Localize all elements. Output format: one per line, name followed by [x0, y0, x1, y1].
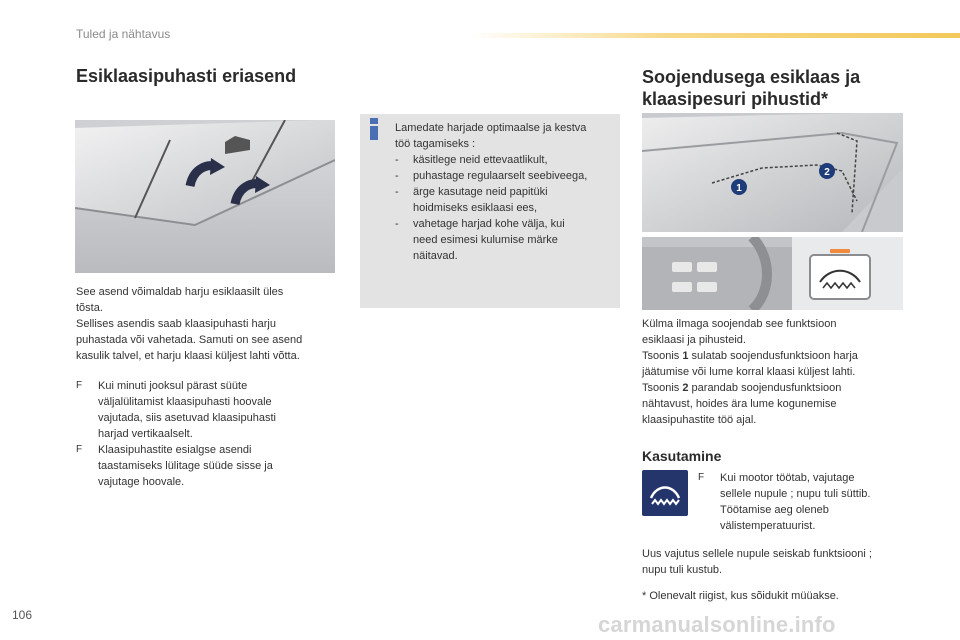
text-line: Kui minuti jooksul pärast süüte — [98, 380, 248, 392]
text-line: puhastada või vahetada. Samuti on see asend — [76, 334, 303, 346]
dashboard-button-illustration — [642, 237, 903, 310]
text-line: See asend võimaldab harju esiklaasilt üles — [76, 286, 284, 298]
text-line: harjad vertikaalselt. — [98, 428, 193, 440]
text-line: Klaasipuhastite esialgse asendi — [98, 444, 252, 456]
page-number: 106 — [12, 608, 33, 622]
windscreen-zones-image — [642, 113, 903, 232]
left-paragraph — [76, 284, 336, 364]
text-line: Lamedate harjade optimaalse ja kestva — [395, 122, 587, 134]
list-item: - vahetage harjad kohe välja, kui need esimesi kulumise märke näitavad. — [395, 218, 565, 262]
list-item: F Kui mootor töötab, vajutage sellele nupule ; nupu tuli süttib. Töötamise aeg oleneb välistemperatuurist. — [698, 472, 871, 532]
watermark: carmanualsonline.info — [598, 612, 836, 637]
bullet-flag-icon: F — [76, 380, 83, 391]
bullet-flag-icon: F — [76, 444, 83, 455]
windscreen-wiper-image — [75, 120, 335, 273]
left-title: Esiklaasipuhasti eriasend — [76, 66, 297, 86]
right-bullet-list — [698, 470, 904, 534]
dashboard-image — [642, 237, 903, 310]
header-accent-bar — [470, 33, 960, 38]
text-line: väljalülitamist klaasipuhasti hoovale — [98, 396, 272, 408]
list-item: - ärge kasutage neid papitüki hoidmiseks esiklaasi ees, — [395, 186, 548, 214]
wiper-position-illustration — [75, 120, 335, 273]
callout-1: 1 — [736, 183, 742, 194]
usage-subtitle: Kasutamine — [642, 448, 722, 464]
text-line: tõsta. — [76, 302, 103, 314]
right-paragraph: Külma ilmaga soojendab see funktsioon esiklaasi ja pihusteid. Tsoonis 1 sulatab soojendusfunktsioon harja jäätumise või lume korral klaasi küljest lahti. Tsoonis 2 parandab soojendusfunktsioon nähtavust, hoides ära lume kogunemise klaasipuhastite töö ajal. — [642, 318, 858, 426]
list-item: - puhastage regulaarselt seebiveega, — [395, 170, 588, 182]
footnote: * Olenevalt riigist, kus sõidukit müüakse. — [642, 590, 839, 602]
list-item — [76, 442, 336, 490]
list-item — [76, 378, 336, 442]
right-paragraph-2: Uus vajutus sellele nupule seiskab funktsiooni ; nupu tuli kustub. — [642, 548, 872, 576]
section-header: Tuled ja nähtavus — [76, 27, 171, 41]
callout-2: 2 — [824, 167, 830, 178]
info-text — [395, 120, 617, 264]
heated-windscreen-button-icon — [642, 470, 688, 516]
text-line: vajutage hoovale. — [98, 476, 185, 488]
info-icon — [368, 118, 380, 140]
right-title: Soojendusega esiklaas ja klaasipesuri pihustid* — [642, 67, 861, 109]
text-line: vajutada, siis asetuvad klaasipuhasti — [98, 412, 276, 424]
text-line: taastamiseks lülitage süüde sisse ja — [98, 460, 273, 472]
bullet-flag-icon: F — [698, 472, 705, 483]
text-line: Sellises asendis saab klaasipuhasti harju — [76, 318, 276, 330]
left-bullet-list — [76, 378, 336, 490]
text-line: kasulik talvel, et harju klaasi küljest lahti võtta. — [76, 350, 300, 362]
list-item: - käsitlege neid ettevaatlikult, — [395, 154, 548, 166]
text-line: töö tagamiseks : — [395, 138, 476, 150]
heated-windscreen-illustration — [642, 113, 903, 232]
